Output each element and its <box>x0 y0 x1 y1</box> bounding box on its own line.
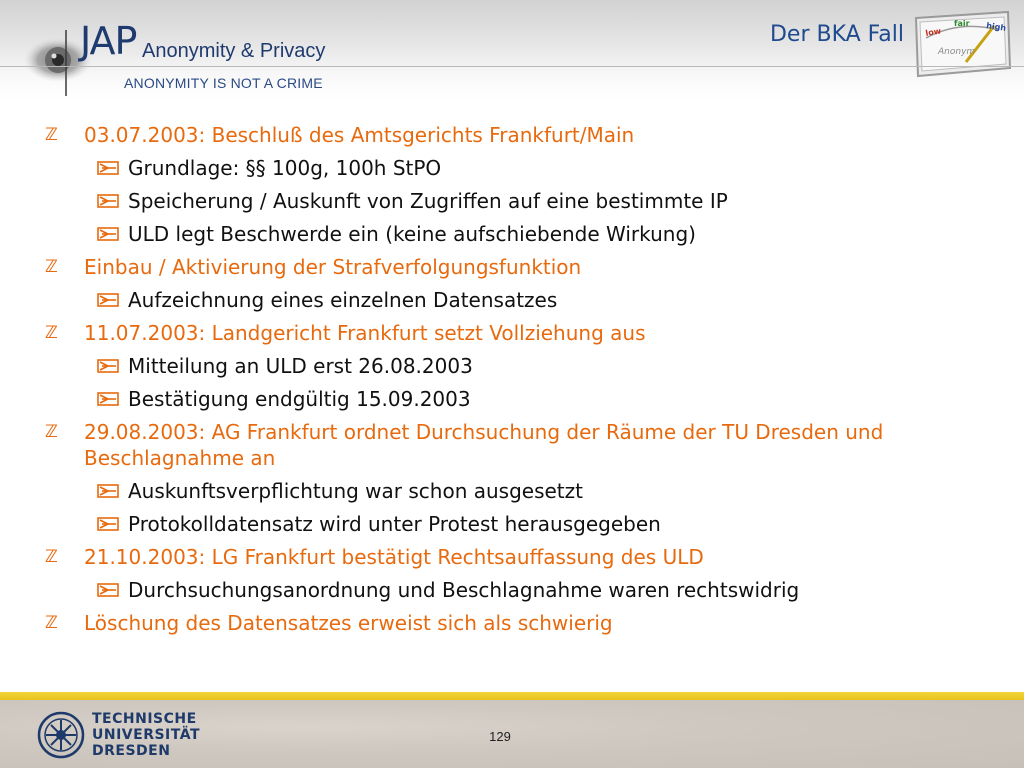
bullet-item <box>42 610 982 636</box>
bullet-text: 29.08.2003: AG Frankfurt ordnet Durchsuchung der Räume der TU Dresden und Beschlagnahme an <box>84 420 884 470</box>
sub-bullet-item <box>42 353 982 379</box>
bullet-item <box>42 320 982 346</box>
z-bullet-icon: ℤ <box>45 323 58 343</box>
sub-bullet-item <box>42 386 982 412</box>
sub-bullet-text: ULD legt Beschwerde ein (keine aufschiebende Wirkung) <box>128 222 696 246</box>
header-divider <box>0 66 1024 67</box>
slide-title: Der BKA Fall <box>769 22 904 47</box>
z-bullet-icon: ℤ <box>45 422 58 442</box>
arrow-box-icon <box>96 578 120 602</box>
bullet-item <box>42 544 982 570</box>
arrow-box-icon <box>96 512 120 536</box>
brand-tagline: ANONYMITY IS NOT A CRIME <box>124 75 323 91</box>
bullet-item <box>42 254 982 280</box>
sub-bullet-item <box>42 478 982 504</box>
footer-stripe <box>0 692 1024 700</box>
sub-bullet-text: Grundlage: §§ 100g, 100h StPO <box>128 156 442 180</box>
arrow-box-icon <box>96 288 120 312</box>
brand-subtitle: Anonymity & Privacy <box>142 40 326 62</box>
university-line: DRESDEN <box>92 743 171 759</box>
slide-header <box>0 0 1024 100</box>
sub-bullet-text: Durchsuchungsanordnung und Beschlagnahme waren rechtswidrig <box>128 578 800 602</box>
sub-bullet-text: Protokolldatensatz wird unter Protest herausgegeben <box>128 512 661 536</box>
slide-content <box>42 122 982 636</box>
bullet-item <box>42 122 982 148</box>
university-line: UNIVERSITÄT <box>92 727 201 743</box>
sub-bullet-item <box>42 287 982 313</box>
arrow-box-icon <box>96 479 120 503</box>
arrow-box-icon <box>96 222 120 246</box>
arrow-box-icon <box>96 156 120 180</box>
meter-label-high: high <box>985 21 1007 33</box>
bullet-text: 11.07.2003: Landgericht Frankfurt setzt Vollziehung aus <box>84 321 646 345</box>
sub-bullet-text: Speicherung / Auskunft von Zugriffen auf eine bestimmte IP <box>128 189 728 213</box>
university-line: TECHNISCHE <box>92 711 197 727</box>
arrow-box-icon <box>96 189 120 213</box>
z-bullet-icon: ℤ <box>45 257 58 277</box>
brand-name: JAP <box>80 19 137 63</box>
university-name <box>92 711 200 759</box>
z-bullet-icon: ℤ <box>45 547 58 567</box>
meter-label-anonym: Anonym <box>938 47 976 57</box>
page-number: 129 <box>489 729 511 744</box>
anonymity-meter-icon <box>910 8 1014 80</box>
sub-bullet-text: Bestätigung endgültig 15.09.2003 <box>128 387 471 411</box>
sub-bullet-text: Auskunftsverpflichtung war schon ausgesetzt <box>128 479 583 503</box>
meter-label-low: low <box>924 26 942 38</box>
arrow-box-icon <box>96 387 120 411</box>
bullet-text: 21.10.2003: LG Frankfurt bestätigt Rechtsauffassung des ULD <box>84 545 704 569</box>
meter-label-fair: fair <box>954 19 970 28</box>
bullet-text: Einbau / Aktivierung der Strafverfolgungsfunktion <box>84 255 582 279</box>
sub-bullet-item <box>42 511 982 537</box>
arrow-box-icon <box>96 354 120 378</box>
sub-bullet-text: Mitteilung an ULD erst 26.08.2003 <box>128 354 473 378</box>
z-bullet-icon: ℤ <box>45 613 58 633</box>
sub-bullet-item <box>42 188 982 214</box>
bullet-text: Löschung des Datensatzes erweist sich als schwierig <box>84 611 613 635</box>
tu-dresden-seal-icon <box>36 710 86 760</box>
z-bullet-icon: ℤ <box>45 125 58 145</box>
sub-bullet-item <box>42 221 982 247</box>
sub-bullet-item <box>42 577 982 603</box>
sub-bullet-item <box>42 155 982 181</box>
bullet-item <box>42 419 982 471</box>
bullet-text: 03.07.2003: Beschluß des Amtsgerichts Frankfurt/Main <box>84 123 635 147</box>
sub-bullet-text: Aufzeichnung eines einzelnen Datensatzes <box>128 288 558 312</box>
